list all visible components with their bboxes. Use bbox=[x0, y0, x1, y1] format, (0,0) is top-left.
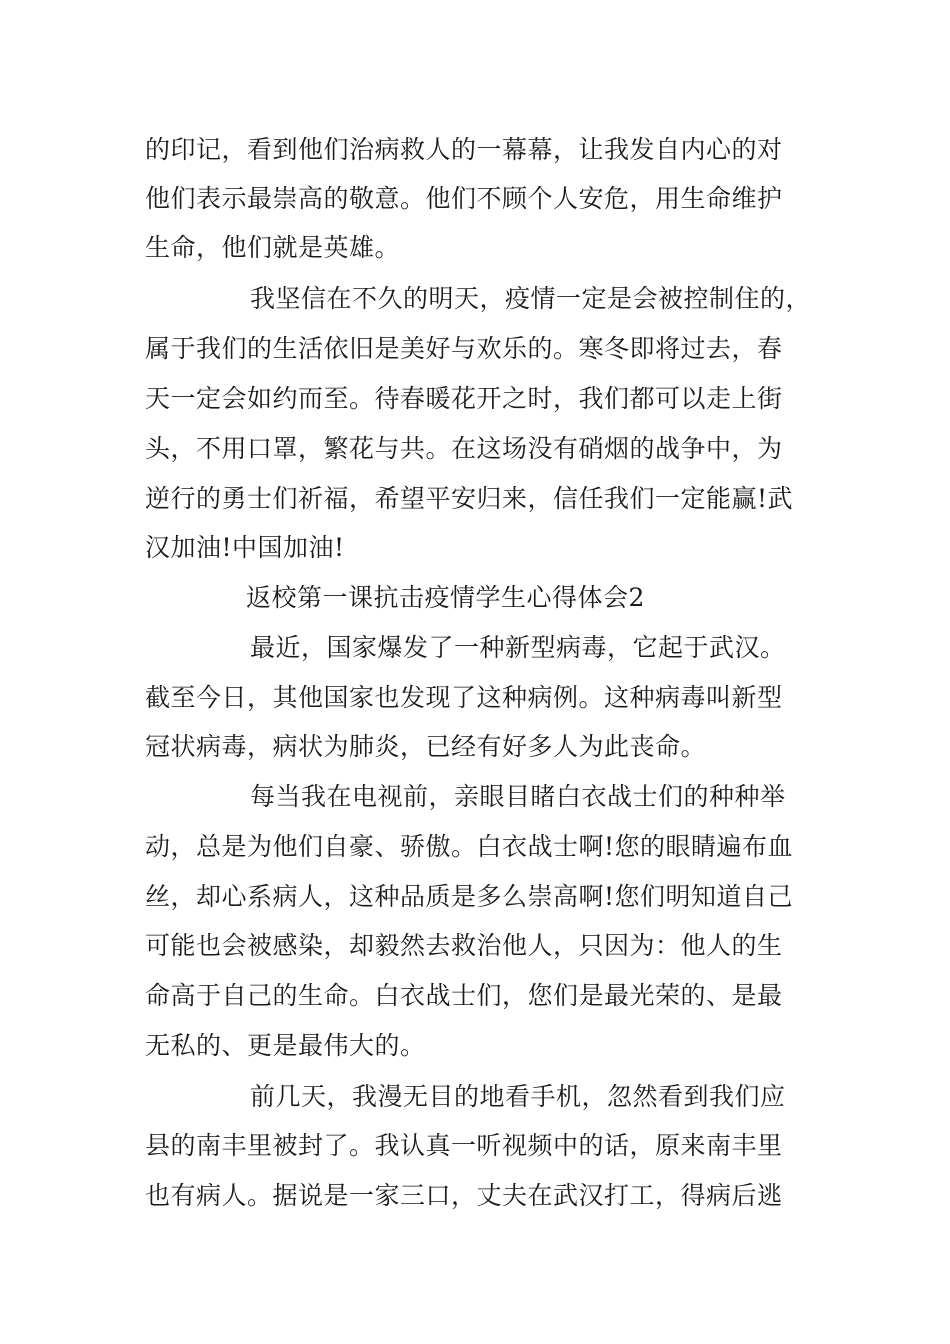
text-line: 冠状病毒，病状为肺炎，已经有好多人为此丧命。 bbox=[145, 732, 707, 761]
text-line: 截至今日，其他国家也发现了这种病例。这种病毒叫新型 bbox=[145, 683, 783, 712]
text-line: 生命，他们就是英雄。 bbox=[145, 233, 401, 262]
text-line: 头，不用口罩，繁花与共。在这场没有硝烟的战争中，为 bbox=[145, 434, 783, 463]
text-line: 丝，却心系病人，这种品质是多么崇高啊!您们明知道自己 bbox=[145, 882, 794, 911]
text-line: 属于我们的生活依旧是美好与欢乐的。寒冬即将过去，春 bbox=[145, 334, 783, 363]
text-line: 汉加油!中国加油! bbox=[145, 533, 345, 562]
text-line: 逆行的勇士们祈福，希望平安归来，信任我们一定能赢!武 bbox=[145, 484, 794, 513]
text-line: 的印记，看到他们治病救人的一幕幕，让我发自内心的对 bbox=[145, 135, 783, 164]
text-line: 天一定会如约而至。待春暖花开之时，我们都可以走上街 bbox=[145, 384, 783, 413]
paragraph-start-line: 每当我在电视前，亲眼目睹白衣战士们的种种举 bbox=[250, 782, 786, 811]
text-line: 他们表示最崇高的敬意。他们不顾个人安危，用生命维护 bbox=[145, 184, 783, 213]
paragraph-start-line: 最近，国家爆发了一种新型病毒，它起于武汉。 bbox=[250, 633, 786, 662]
text-line: 可能也会被感染，却毅然去救治他人，只因为：他人的生 bbox=[145, 931, 783, 960]
paragraph-start-line: 前几天，我漫无目的地看手机，忽然看到我们应 bbox=[250, 1082, 786, 1111]
text-line: 也有病人。据说是一家三口，丈夫在武汉打工，得病后逃 bbox=[145, 1181, 783, 1210]
text-line: 动，总是为他们自豪、骄傲。白衣战士啊!您的眼睛遍布血 bbox=[145, 832, 794, 861]
text-line: 无私的、更是最伟大的。 bbox=[145, 1031, 426, 1060]
text-line: 命高于自己的生命。白衣战士们，您们是最光荣的、是最 bbox=[145, 981, 783, 1010]
text-line: 县的南丰里被封了。我认真一听视频中的话，原来南丰里 bbox=[145, 1131, 783, 1160]
paragraph-start-line: 我坚信在不久的明天，疫情一定是会被控制住的， bbox=[250, 284, 812, 313]
section-heading: 返校第一课抗击疫情学生心得体会2 bbox=[246, 583, 645, 612]
